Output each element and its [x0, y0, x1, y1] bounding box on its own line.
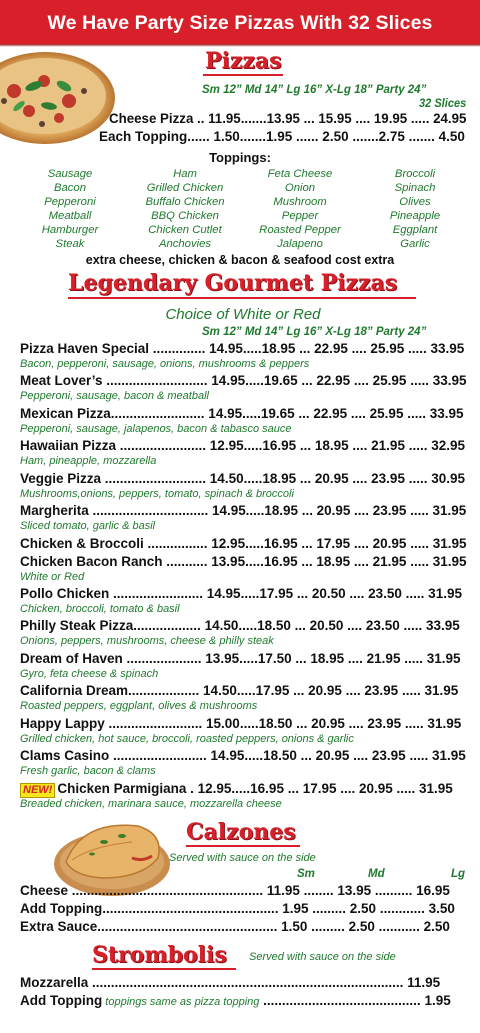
menu-item: Chicken Bacon Ranch ........... 13.95.....16.95 ... 18.95 .... 21.95 ..... 31.95	[20, 554, 467, 569]
stromboli-topping-note: toppings same as pizza topping	[102, 996, 260, 1008]
stromboli-price: 1.95	[420, 993, 451, 1008]
extra-cost-note: extra cheese, chicken & bacon & seafood cost extra	[85, 253, 395, 267]
topping-item: Hamburger	[41, 223, 99, 236]
gourmet-size-header: Sm 12” Md 14” Lg 16” X-Lg 18” Party 24”	[202, 326, 427, 338]
new-badge: NEW!	[20, 783, 55, 798]
menu-item-desc: Ham, pineapple, mozzarella	[20, 455, 157, 467]
menu-item: Mexican Pizza......................... 14.95.....19.65 ... 22.95 .... 25.95 ..... 33.95	[20, 406, 464, 421]
stromboli-label: Mozzarella	[20, 975, 89, 990]
calzone-size-sm: Sm	[297, 868, 315, 880]
menu-item-desc: Fresh garlic, bacon & clams	[20, 765, 156, 777]
menu-item-desc: Grilled chicken, hot sauce, broccoli, roasted peppers, onions & garlic	[20, 733, 354, 745]
menu-item-desc: White or Red	[20, 571, 85, 583]
toppings-column	[240, 168, 360, 251]
menu-item-desc: Bacon, pepperoni, sausage, onions, mushrooms & peppers	[20, 358, 310, 370]
stromboli-dots: ...................................................................................	[88, 975, 404, 990]
calzone-size-md: Md	[368, 868, 385, 880]
menu-item-desc: Roasted peppers, eggplant, olives & mushrooms	[20, 700, 258, 712]
topping-item: Grilled Chicken	[146, 181, 224, 194]
strombolis-title-underline	[92, 968, 236, 970]
calzone-size-lg: Lg	[451, 868, 466, 880]
topping-item: Buffalo Chicken	[145, 195, 225, 208]
menu-item-desc: Breaded chicken, marinara sauce, mozzarella cheese	[20, 798, 282, 810]
menu-item: Margherita ............................... 14.95.....18.95 ... 20.95 .... 23.95 ..... 31.95	[20, 503, 467, 518]
menu-item-desc: Gyro, feta cheese & spinach	[20, 668, 159, 680]
topping-item: Anchovies	[158, 237, 212, 250]
menu-item: Pollo Chicken ........................ 14.95.....17.95 ... 20.50 .... 23.50 ..... 31.95	[20, 586, 462, 601]
menu-item: Philly Steak Pizza.................. 14.50.....18.50 ... 20.50 .... 23.50 ..... 33.95	[20, 618, 460, 633]
topping-item: Pepper	[281, 209, 319, 222]
topping-item: Jalapeno	[277, 237, 323, 250]
topping-item: Feta Cheese	[267, 168, 333, 180]
new-item-line: Chicken Parmigiana . 12.95.....16.95 ... 17.95 .... 20.95 ..... 31.95	[57, 781, 453, 796]
menu-item: Dream of Haven .................... 13.95.....17.50 ... 18.95 .... 21.95 ..... 31.95	[20, 651, 461, 666]
topping-item: Bacon	[53, 181, 87, 194]
calzone-row: Extra Sauce................................................ 1.50 ......... 2.50 ........... 2.50	[20, 919, 450, 934]
toppings-column	[125, 168, 245, 251]
topping-item: Garlic	[400, 237, 430, 250]
topping-item: Eggplant	[392, 223, 438, 236]
menu-item: Chicken & Broccoli ................ 12.95.....16.95 ... 17.95 .... 20.95 ..... 31.95	[20, 536, 467, 551]
gourmet-title: Legendary Gourmet Pizzas	[68, 270, 398, 296]
menu-item: Veggie Pizza ........................... 14.50.....18.95 ... 20.95 .... 23.95 ..... 30.95	[20, 471, 465, 486]
menu-item-new	[20, 781, 453, 798]
topping-item: Steak	[55, 237, 85, 250]
menu-item-desc: Mushrooms,onions, peppers, tomato, spinach & broccoli	[20, 488, 294, 500]
promo-banner: We Have Party Size Pizzas With 32 Slices	[0, 0, 480, 44]
pizzas-size-subheader: 32 Slices	[419, 98, 467, 110]
menu-item: California Dream................... 14.50.....17.95 ... 20.95 .... 23.95 ..... 31.95	[20, 683, 459, 698]
pizzas-title-underline	[203, 74, 283, 76]
topping-item: Spinach	[394, 181, 436, 194]
menu-item: Pizza Haven Special .............. 14.95.....18.95 ... 22.95 .... 25.95 ..... 33.95	[20, 341, 465, 356]
menu-item-desc: Pepperoni, sausage, bacon & meatball	[20, 390, 209, 402]
menu-item-desc: Sliced tomato, garlic & basil	[20, 520, 156, 532]
strombolis-title: Strombolis	[92, 942, 227, 968]
calzones-note: Served with sauce on the side	[169, 852, 316, 864]
topping-item: Chicken Cutlet	[148, 223, 222, 236]
menu-item-desc: Pepperoni, sausage, jalapenos, bacon & tabasco sauce	[20, 423, 292, 435]
topping-item: Broccoli	[394, 168, 436, 180]
topping-item: Roasted Pepper	[259, 223, 341, 236]
stromboli-row	[20, 993, 451, 1008]
topping-item: Mushroom	[273, 195, 327, 208]
gourmet-title-underline	[68, 297, 416, 299]
calzone-row: Cheese ................................................... 11.95 ........ 13.95 .......... 16.95	[20, 883, 450, 898]
pizzas-title: Pizzas	[205, 48, 282, 74]
stromboli-price: 11.95	[403, 975, 441, 990]
stromboli-row	[20, 975, 440, 990]
menu-item: Meat Lover’s ........................... 14.95.....19.65 ... 22.95 .... 25.95 ..... 33.95	[20, 373, 467, 388]
pizzas-size-header: Sm 12” Md 14” Lg 16” X-Lg 18” Party 24”	[202, 84, 427, 96]
topping-item: Olives	[399, 195, 431, 208]
calzones-title-underline	[186, 845, 300, 847]
stromboli-dots: ..........................................	[259, 993, 421, 1008]
menu-item: Hawaiian Pizza ....................... 12.95.....16.95 ... 18.95 .... 21.95 ..... 32.95	[20, 438, 465, 453]
pizza-price-row: Each Topping...... 1.50.......1.95 ...... 2.50 .......2.75 ....... 4.50	[99, 129, 465, 144]
calzones-title: Calzones	[186, 819, 296, 845]
gourmet-subtitle: Choice of White or Red	[165, 306, 321, 323]
stromboli-label: Add Topping	[20, 993, 103, 1008]
menu-item: Happy Lappy ......................... 15.00.....18.50 ... 20.95 .... 23.95 ..... 31.95	[20, 716, 462, 731]
topping-item: Ham	[173, 168, 197, 180]
topping-item: Meatball	[48, 209, 92, 222]
menu-item-desc: Onions, peppers, mushrooms, cheese & philly steak	[20, 635, 274, 647]
strombolis-note: Served with sauce on the side	[249, 951, 396, 963]
toppings-column	[355, 168, 475, 251]
menu-item: Clams Casino ......................... 14.95.....18.50 ... 20.95 .... 23.95 ..... 31.95	[20, 748, 466, 763]
topping-item: Pepperoni	[44, 195, 96, 208]
topping-item: Onion	[284, 181, 316, 194]
menu-item-desc: Chicken, broccoli, tomato & basil	[20, 603, 180, 615]
toppings-column	[10, 168, 130, 251]
topping-item: BBQ Chicken	[151, 209, 219, 222]
topping-item: Sausage	[47, 168, 93, 180]
pizza-price-row: Cheese Pizza .. 11.95.......13.95 ... 15.95 .... 19.95 ..... 24.95	[109, 111, 467, 126]
topping-item: Pineapple	[389, 209, 441, 222]
toppings-label: Toppings:	[209, 150, 271, 165]
calzone-row: Add Topping............................................... 1.95 ......... 2.50 ............ 3.50	[20, 901, 455, 916]
